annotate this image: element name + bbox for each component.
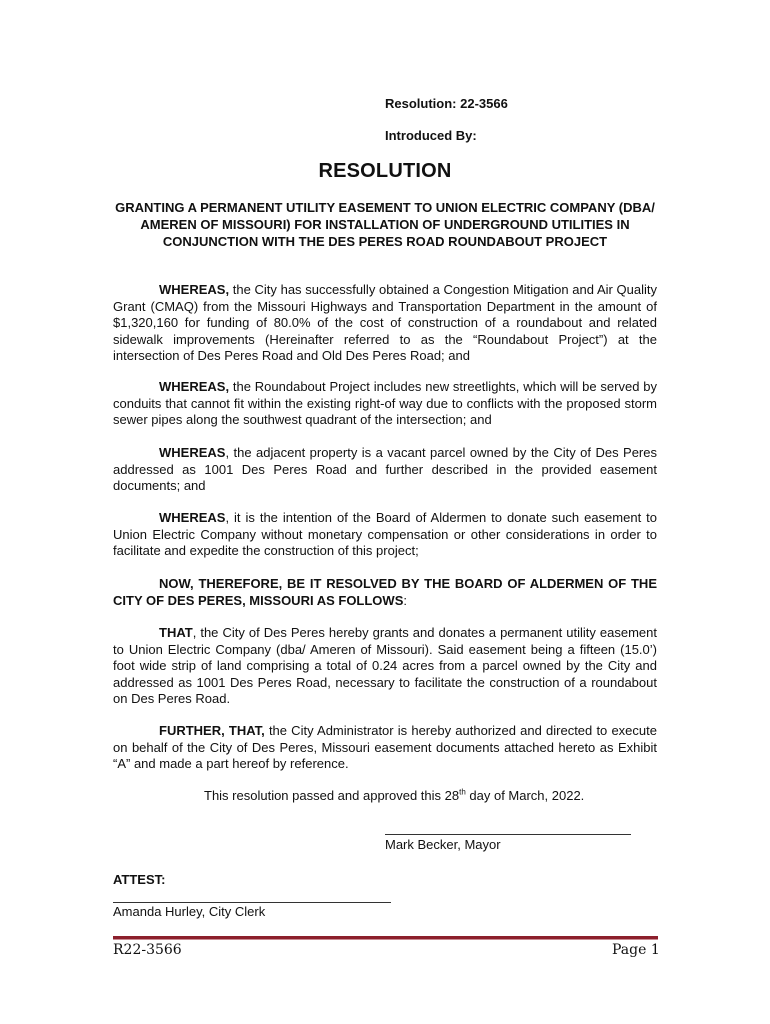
paragraph-now-therefore bbox=[113, 576, 657, 609]
paragraph-text: , it is the intention of the Board of Aldermen to donate such easement to Union Electric Company without monetary compensation or other considerations in order to facilitate and expedite the construction of this project; bbox=[113, 510, 657, 559]
document-subtitle: GRANTING A PERMANENT UTILITY EASEMENT TO UNION ELECTRIC COMPANY (DBA/ AMEREN OF MISSOURI) FOR INSTALLATION OF UNDERGROUND UTILITIES IN CONJUNCTION WITH THE DES PERES ROAD ROUNDABOUT PROJECT bbox=[115, 200, 655, 249]
paragraph-lead: NOW, THEREFORE, BE IT RESOLVED BY THE BOARD OF ALDERMEN OF THE CITY OF DES PERES, MISSOURI AS FOLLOWS bbox=[113, 576, 657, 608]
paragraph-whereas-2 bbox=[113, 379, 657, 429]
ordinal-suffix: th bbox=[459, 787, 466, 797]
paragraph-whereas-3 bbox=[113, 445, 657, 495]
mayor-signature-line bbox=[385, 834, 631, 835]
paragraph-lead: WHEREAS, bbox=[159, 282, 230, 297]
paragraph-text: : bbox=[403, 592, 407, 608]
paragraph-lead: WHEREAS, bbox=[159, 379, 230, 394]
footer-page-number: Page 1 bbox=[612, 942, 660, 958]
paragraph-text: the City Administrator is hereby authorized and directed to execute on behalf of the City of Des Peres, Missouri easement documents attached hereto as Exhibit “A” and made a part hereof by reference. bbox=[113, 723, 657, 772]
footer-document-id: R22-3566 bbox=[113, 942, 182, 958]
introduced-by: Introduced By: bbox=[385, 128, 477, 143]
clerk-name: Amanda Hurley, City Clerk bbox=[113, 904, 266, 919]
document-title: RESOLUTION bbox=[318, 160, 452, 182]
attest-label: ATTEST: bbox=[113, 872, 166, 887]
paragraph-further-that bbox=[113, 723, 657, 773]
passed-date-text: day of March, 2022. bbox=[465, 788, 585, 803]
footer-rule bbox=[113, 936, 658, 940]
passed-text: This resolution passed and approved this 28 bbox=[204, 788, 460, 803]
paragraph-text: , the adjacent property is a vacant parcel owned by the City of Des Peres addressed as 1001 Des Peres Road and further described in the provided easement documents; and bbox=[113, 445, 657, 494]
paragraph-text: the Roundabout Project includes new streetlights, which will be served by conduits that cannot fit within the existing right-of way due to conflicts with the proposed storm sewer pipes along the southwest quadrant of the intersection; and bbox=[113, 379, 657, 428]
paragraph-lead: FURTHER, THAT, bbox=[159, 723, 265, 738]
clerk-signature-line bbox=[113, 902, 391, 903]
resolution-number: Resolution: 22-3566 bbox=[385, 96, 508, 111]
passed-statement bbox=[204, 788, 584, 803]
paragraph-lead: WHEREAS bbox=[159, 445, 226, 460]
paragraph-text: the City has successfully obtained a Congestion Mitigation and Air Quality Grant (CMAQ) from the Missouri Highways and Transportation Department in the amount of $1,320,160 for funding of 80.0% of the cost of construction of a roundabout and related sidewalk improvements (Hereinafter referred to as the “Roundabout Project”) at the intersection of Des Peres Road and Old Des Peres Road; and bbox=[113, 282, 657, 364]
paragraph-whereas-1 bbox=[113, 282, 657, 365]
mayor-name: Mark Becker, Mayor bbox=[385, 837, 501, 852]
paragraph-text: , the City of Des Peres hereby grants and donates a permanent utility easement to Union Electric Company (dba/ Ameren of Missouri). Said easement being a fifteen (15.0’) foot wide strip of land comprising a total of 0.24 acres from a parcel owned by the City and addressed as 1001 Des Peres Road, necessary to facilitate the construction of a roundabout on Des Peres Road. bbox=[113, 625, 657, 707]
paragraph-that bbox=[113, 625, 657, 708]
paragraph-whereas-4 bbox=[113, 510, 657, 560]
paragraph-lead: THAT bbox=[159, 625, 193, 640]
paragraph-lead: WHEREAS bbox=[159, 510, 226, 525]
